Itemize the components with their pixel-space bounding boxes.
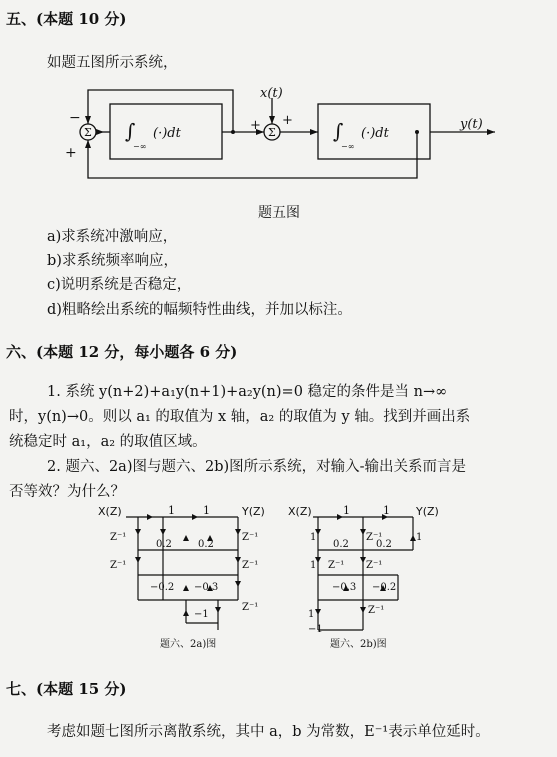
question-5a: a)求系统冲激响应， — [47, 229, 178, 245]
section7-heading: 七、(本题 15 分) — [6, 680, 127, 698]
fig-b-caption: 题六、2b)图 — [330, 639, 387, 650]
section7-body: 考虑如题七图所示离散系统，其中 a，b 为常数，E⁻¹表示单位延时。 — [47, 724, 490, 740]
question-5b: b)求系统频率响应， — [47, 253, 178, 269]
plus-sign-left: + — [65, 145, 77, 161]
fig-a-y: Y(Z) — [242, 505, 265, 518]
fig-a-g5: −1 — [194, 609, 209, 620]
fig-a-z5: Z⁻¹ — [242, 602, 259, 613]
sigma-1: Σ — [84, 126, 92, 139]
minus-sign: − — [69, 110, 81, 126]
lower-limit-2: −∞ — [341, 142, 355, 151]
plus-sign-mid-b: + — [282, 113, 293, 128]
fig-b-gain-1e: 1 — [416, 532, 423, 543]
fig-a-z4: Z⁻¹ — [242, 560, 259, 571]
fig-b-gain-1d: 1 — [310, 560, 317, 571]
fig-b-g2: 0.2 — [376, 539, 392, 550]
input-label: x(t) — [260, 86, 283, 101]
section6-p1-line3: 统稳定时 a₁，a₂ 的取值区域。 — [9, 434, 207, 450]
fig-a-g1: 0.2 — [156, 539, 172, 550]
fig-a-z2: Z⁻¹ — [110, 560, 127, 571]
integrand-1: (·)dt — [153, 126, 181, 141]
lower-limit-1: −∞ — [133, 142, 147, 151]
signal-flow-graph-b — [288, 505, 448, 650]
fig-a-g3: −0.2 — [150, 582, 175, 593]
section5-intro: 如题五图所示系统， — [47, 55, 178, 71]
fig-b-g4: −0.2 — [372, 582, 397, 593]
section6-p1-line2: 时，y(n)→0。则以 a₁ 的取值为 x 轴，a₂ 的取值为 y 轴。找到并画出系 — [9, 409, 471, 425]
fig-b-g5: −1 — [308, 624, 323, 635]
fig-b-gain-1b: 1 — [383, 505, 390, 517]
fig-b-gain-1a: 1 — [343, 505, 350, 517]
fig-a-gain-1a: 1 — [168, 505, 175, 517]
fig-a-z1: Z⁻¹ — [110, 532, 127, 543]
question-5c: c)说明系统是否稳定， — [47, 277, 192, 293]
fig-a-gain-1b: 1 — [203, 505, 210, 517]
fig-a-z3: Z⁻¹ — [242, 532, 259, 543]
question-5d: d)粗略绘出系统的幅频特性曲线，并加以标注。 — [47, 302, 352, 318]
fig-a-x: X(Z) — [98, 505, 122, 518]
fig-b-z2: Z⁻¹ — [366, 560, 383, 571]
fig-b-g3: −0.3 — [332, 582, 357, 593]
fig-b-gain-1c: 1 — [310, 532, 317, 543]
fig-a-caption: 题六、2a)图 — [160, 639, 217, 650]
section5-heading: 五、(本题 10 分) — [6, 10, 127, 28]
integral-sign-2: ∫ — [333, 119, 344, 143]
signal-flow-graph-a — [98, 505, 278, 650]
fig-b-y: Y(Z) — [416, 505, 439, 518]
figure5-caption: 题五图 — [258, 205, 300, 221]
plus-sign-mid-a: + — [250, 118, 261, 133]
fig-b-g1: 0.2 — [333, 539, 349, 550]
block-diagram-5 — [55, 82, 505, 187]
integrand-2: (·)dt — [361, 126, 389, 141]
fig-b-z3: Z⁻¹ — [328, 560, 345, 571]
output-label: y(t) — [460, 117, 483, 132]
sigma-2: Σ — [268, 126, 276, 139]
section6-p1-line1: 1. 系统 y(n+2)+a₁y(n+1)+a₂y(n)=0 稳定的条件是当 n→∞ — [47, 384, 448, 400]
fig-b-z4: Z⁻¹ — [368, 605, 385, 616]
section6-p2-line1: 2. 题六、2a)图与题六、2b)图所示系统，对输入-输出关系而言是 — [47, 459, 467, 475]
section6-p2-line2: 否等效？为什么？ — [9, 484, 125, 500]
fig-b-x: X(Z) — [288, 505, 312, 518]
integral-sign-1: ∫ — [125, 119, 136, 143]
fig-b-gain-1f: 1 — [308, 609, 315, 620]
fig-a-g4: −0.3 — [194, 582, 219, 593]
fig-a-g2: 0.2 — [198, 539, 214, 550]
fig-b-z1: Z⁻¹ — [366, 532, 383, 543]
section6-heading: 六、(本题 12 分，每小题各 6 分) — [6, 343, 238, 361]
